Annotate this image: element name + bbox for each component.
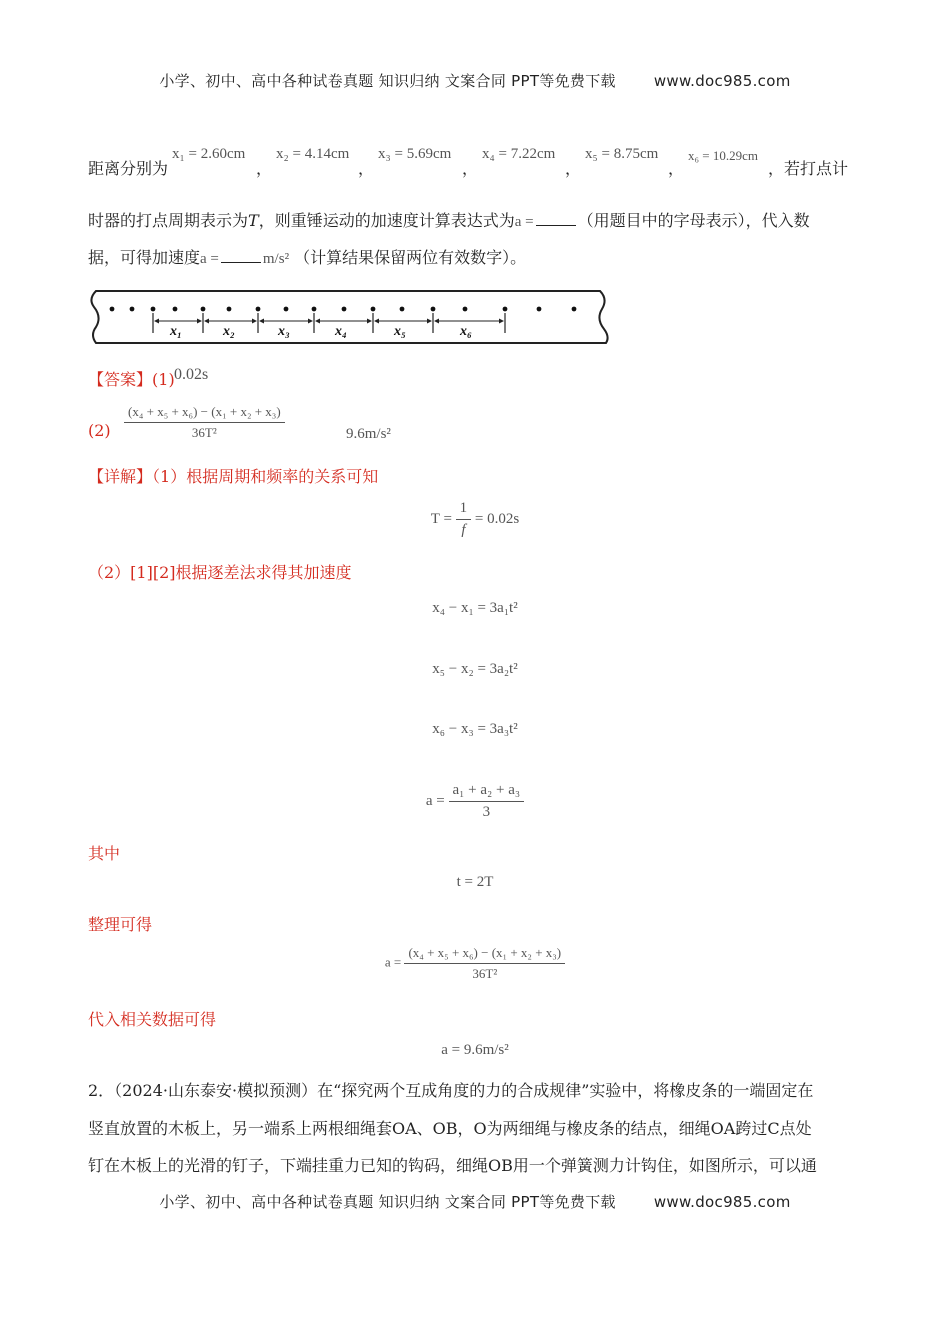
q2-line-2: 竖直放置的木板上，另一端系上两根细绳套OA、OB，O为两细绳与橡皮条的结点，细绳OA跨过C点处 bbox=[88, 1119, 812, 1138]
distance-x4: x₄ = 7.22cm bbox=[482, 146, 556, 162]
tape-ticks bbox=[153, 313, 505, 333]
accel-symbol: a = bbox=[514, 214, 534, 230]
answer-value-1: 0.02s bbox=[174, 366, 209, 383]
answer-expr bbox=[124, 404, 285, 441]
equation-6: t = 2T bbox=[456, 874, 494, 890]
intro-line-2 bbox=[88, 210, 810, 233]
footer-text: 小学、初中、高中各种试卷真题 知识归纳 文案合同 PPT等免费下载 bbox=[159, 1193, 616, 1211]
eq1-numerator: 1 bbox=[456, 500, 472, 520]
tape-label-x3: x₃ bbox=[278, 324, 290, 339]
intro-suffix: ，若打点计 bbox=[768, 159, 849, 178]
accel-symbol-2: a = bbox=[200, 251, 219, 267]
tape-dots bbox=[110, 307, 577, 312]
detail-p5: 代入相关数据可得 bbox=[88, 1010, 217, 1029]
equation-3: x₅ − x₂ = 3a₂t² bbox=[432, 661, 518, 677]
answer-part1-label: (1) bbox=[152, 370, 175, 389]
footer-site: www.doc985.com bbox=[653, 1193, 791, 1211]
equation-7 bbox=[0, 945, 950, 982]
eq1-rhs: = 0.02s bbox=[474, 510, 520, 527]
equation-period bbox=[0, 500, 950, 539]
eq7-lhs: a = bbox=[384, 954, 402, 970]
sep-2: ， bbox=[358, 159, 375, 178]
paper-tape-diagram bbox=[88, 287, 613, 347]
page-header bbox=[0, 70, 950, 91]
line2-text-a: 时器的打点周期表示为 bbox=[88, 211, 249, 230]
line3-text-b: （计算结果保留两位有效数字）。 bbox=[294, 248, 527, 267]
tape-label-x6: x₆ bbox=[460, 324, 472, 339]
equation-2: x₄ − x₁ = 3a₁t² bbox=[432, 600, 518, 616]
q2-line-3: 钉在木板上的光滑的钉子，下端挂重力已知的钩码，细绳OB用一个弹簧测力计钩住，如图所示，可以通 bbox=[88, 1156, 817, 1175]
tape-label-x1: x₁ bbox=[170, 324, 182, 339]
distance-x1: x₁ = 2.60cm bbox=[172, 146, 246, 162]
tape-outline bbox=[91, 291, 607, 343]
eq7-denominator: 36T² bbox=[472, 966, 498, 981]
line3-text-a: 据，可得加速度 bbox=[88, 248, 201, 267]
detail-tag: 【详解】 bbox=[88, 467, 153, 486]
equation-8: a = 9.6m/s² bbox=[441, 1042, 509, 1058]
detail-line-1 bbox=[88, 466, 378, 488]
eq1-denominator: f bbox=[461, 522, 466, 538]
sep-1: ， bbox=[256, 159, 273, 178]
header-site: www.doc985.com bbox=[653, 72, 791, 90]
eq7-numerator: (x₄ + x₅ + x₆) − (x₁ + x₂ + x₃) bbox=[404, 945, 565, 964]
accel-unit: m/s² bbox=[262, 251, 290, 267]
sep-4: ， bbox=[565, 159, 582, 178]
distance-x2: x₂ = 4.14cm bbox=[276, 146, 350, 162]
answer-expr-numerator: (x₄ + x₅ + x₆) − (x₁ + x₂ + x₃) bbox=[124, 404, 285, 423]
distance-x6: x₆ = 10.29cm bbox=[688, 148, 758, 163]
tape-label-x4: x₄ bbox=[335, 324, 347, 339]
answer-part2-label: (2) bbox=[88, 421, 111, 440]
line2-text-b: ，则重锤运动的加速度计算表达式为 bbox=[258, 211, 515, 230]
tape-label-x5: x₅ bbox=[394, 324, 406, 339]
detail-p4: 整理可得 bbox=[88, 915, 153, 934]
equation-4: x₆ − x₃ = 3a₃t² bbox=[432, 721, 518, 737]
q2-line-1: 2．（2024·山东泰安·模拟预测）在“探究两个互成角度的力的合成规律”实验中，将橡皮条的一端固定在 bbox=[88, 1081, 814, 1100]
answer-line-1 bbox=[88, 369, 175, 391]
answer-expr-denominator: 36T² bbox=[191, 425, 217, 440]
header-text: 小学、初中、高中各种试卷真题 知识归纳 文案合同 PPT等免费下载 bbox=[159, 72, 616, 90]
answer-tag: 【答案】 bbox=[88, 370, 153, 389]
sep-5: ， bbox=[668, 159, 685, 178]
distance-x3: x₃ = 5.69cm bbox=[378, 146, 452, 162]
answer-blank-2 bbox=[221, 248, 261, 263]
answer-blank-1 bbox=[536, 211, 576, 226]
distance-x5: x₅ = 8.75cm bbox=[585, 146, 659, 162]
equation-5 bbox=[0, 782, 950, 821]
detail-p3: 其中 bbox=[88, 844, 121, 863]
sep-3: ， bbox=[462, 159, 479, 178]
eq5-lhs: a = bbox=[425, 792, 445, 809]
line2-text-c: （用题目中的字母表示），代入数 bbox=[577, 211, 810, 230]
tape-label-x2: x₂ bbox=[223, 324, 235, 339]
period-symbol: T bbox=[248, 211, 259, 230]
eq1-lhs: T = bbox=[430, 510, 452, 527]
eq5-numerator: a₁ + a₂ + a₃ bbox=[449, 782, 525, 802]
intro-line-3 bbox=[88, 247, 526, 270]
answer-value-2: 9.6m/s² bbox=[346, 426, 391, 442]
page-footer bbox=[0, 1191, 950, 1212]
detail-p1: （1）根据周期和频率的关系可知 bbox=[152, 467, 379, 486]
detail-p2: （2）[1][2]根据逐差法求得其加速度 bbox=[88, 563, 352, 582]
intro-prefix: 距离分别为 bbox=[88, 159, 169, 178]
eq5-denominator: 3 bbox=[482, 804, 491, 820]
